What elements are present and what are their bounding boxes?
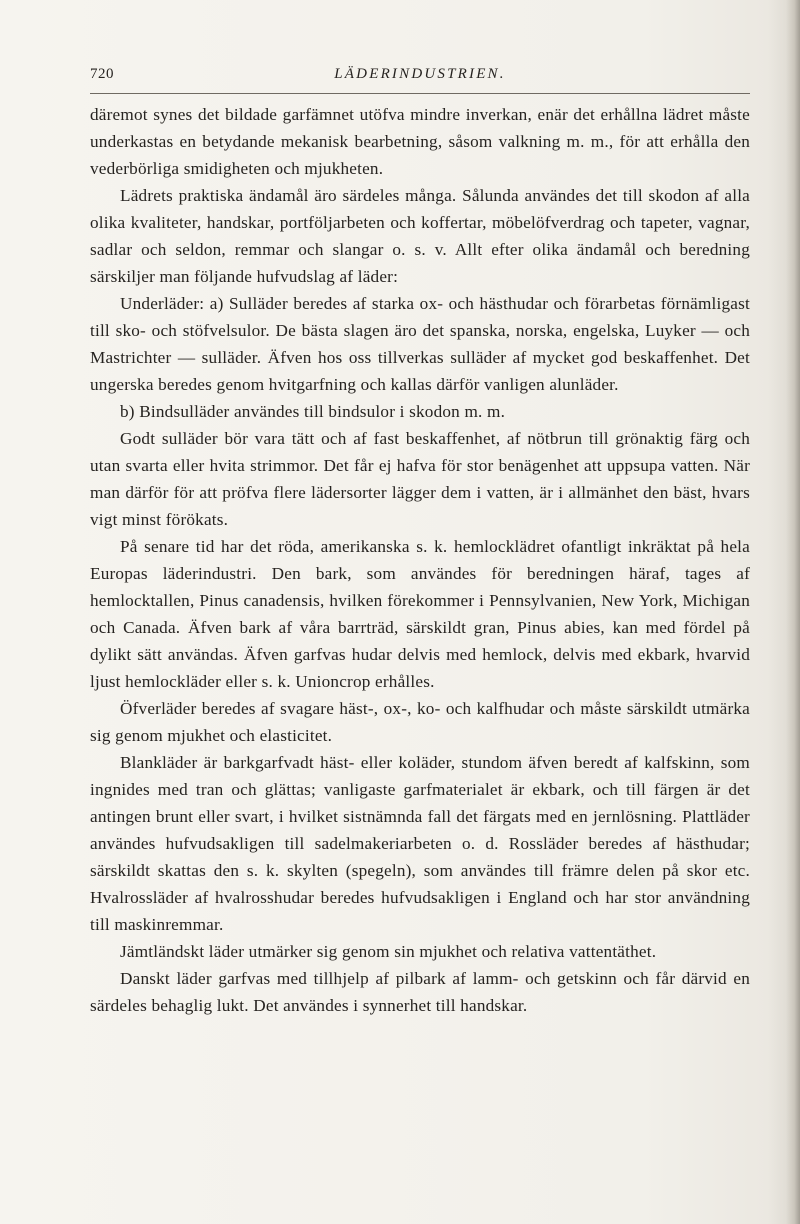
- running-title: LÄDERINDUSTRIEN.: [334, 66, 506, 82]
- paragraph-godt-sullader: Godt sulläder bör vara tätt och af fast beskaffenhet, af nötbrun till grönaktig färg och utan svarta eller hvita strimmor. Det får ej hafva för stor benägenhet att uppsupa vatten. När man därför för att pröfva flere lädersorter lägger dem i vatten, är i allmänhet den bäst, hvars vigt minst förökats.: [90, 429, 750, 529]
- paragraph-bindsullader: b) Bindsulläder användes till bindsulor i skodon m. m.: [120, 402, 506, 421]
- body-text: [90, 101, 750, 1019]
- paragraph-jamtlandskt-lader: Jämtländskt läder utmärker sig genom sin mjukhet och relativa vattentäthet.: [120, 942, 657, 961]
- paragraph-continuation: däremot synes det bildade garfämnet utöfva mindre inverkan, enär det erhållna lädret måste underkastas en betydande mekanisk bearbetning, såsom valkning m. m., för att erhålla den vederbörliga smidigheten och mjukheten.: [90, 105, 750, 178]
- page-number: 720: [90, 66, 114, 82]
- paragraph-ofverlader: Öfverläder beredes af svagare häst-, ox-, ko- och kalfhudar och måste särskildt utmärka sig genom mjukhet och elasticitet.: [90, 699, 750, 745]
- paragraph-hemlocklader: På senare tid har det röda, amerikanska s. k. hemlocklädret ofantligt inkräktat på hela Europas läderindustri. Den bark, som användes för beredningen häraf, tages af hemlocktallen, Pinus canadensis, hvilken förekommer i Pennsylvanien, New York, Michigan och Canada. Äfven bark af våra barrträd, särskildt gran, Pinus abies, kan med fördel på dylikt sätt användas. Äfven garfvas hudar delvis med hemlock, delvis med ekbark, hvarvid ljust hemlockläder eller s. k. Unioncrop erhålles.: [90, 537, 750, 691]
- page-edge-shadow: [786, 0, 800, 1224]
- paragraph-underlader: Underläder: a) Sulläder beredes af starka ox- och hästhudar och förarbetas förnämligast till sko- och stöfvelsulor. De bästa slagen äro det spanska, norska, engelska, Luyker — och Mastrichter — sulläder. Äfven hos oss tillverkas sulläder af mycket god beskaffenhet. Det ungerska beredes genom hvitgarfning och kallas därför vanligen alunläder.: [90, 294, 750, 394]
- header-divider: [90, 93, 750, 94]
- page-header: [90, 66, 750, 88]
- paragraph-lader-uses: Lädrets praktiska ändamål äro särdeles många. Sålunda användes det till skodon af alla olika kvaliteter, handskar, portföljarbeten och koffertar, möbelöfverdrag och tapeter, vagnar, sadlar och seldon, remmar och slangar o. s. v. Allt efter olika ändamål och beredning särskiljer man följande hufvudslag af läder:: [90, 186, 750, 286]
- paragraph-danskt-lader: Danskt läder garfvas med tillhjelp af pilbark af lamm- och getskinn och får därvid en särdeles behaglig lukt. Det användes i synnerhet till handskar.: [90, 969, 750, 1015]
- paragraph-blanklader: Blankläder är barkgarfvadt häst- eller koläder, stundom äfven beredt af kalfskinn, som ingnides med tran och glättas; vanligaste garfmaterialet är ekbark, och till färgen är det antingen brunt eller svart, i hvilket sistnämnda fall det färgats med en jernlösning. Plattläder användes hufvudsakligen till sadelmakeriarbeten o. d. Rossläder beredes af hästhudar; särskildt skattas den s. k. skylten (spegeln), som användes till främre delen på skor etc. Hvalrossläder af hvalrosshudar beredes hufvudsakligen i England och har stor användning till maskinremmar.: [90, 753, 750, 934]
